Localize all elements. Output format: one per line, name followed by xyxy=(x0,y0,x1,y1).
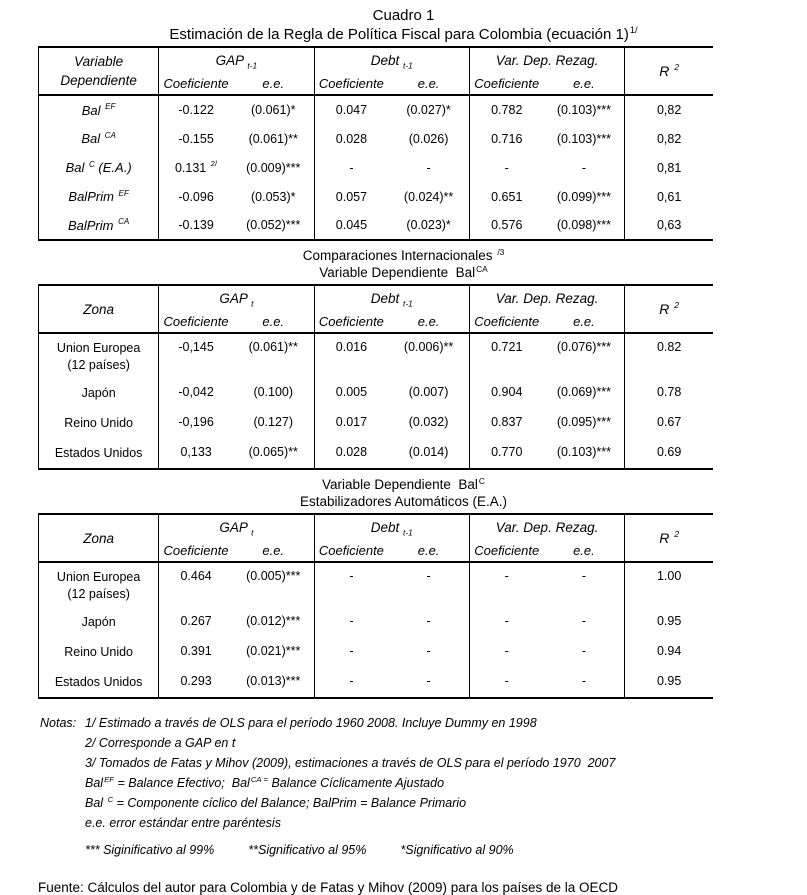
se-cell: (0.095)*** xyxy=(544,409,625,439)
row-label: Union Europea (12 países) xyxy=(39,333,159,379)
r2-cell: 0,82 xyxy=(656,131,682,146)
note-line: 1/ Estimado a través de OLS para el período 1960 2008. Incluye Dummy en 1998 xyxy=(85,716,537,730)
subheader-ee-2: e.e. xyxy=(544,539,625,562)
column-group-header-2: Var. Dep. Rezag. xyxy=(469,47,624,72)
significance-note xyxy=(85,840,807,860)
coefficient-cell: 0.770 xyxy=(491,445,523,459)
coefficient-cell: - xyxy=(504,569,509,583)
se-cell: (0.103)*** xyxy=(544,124,625,153)
row-label: Estados Unidos xyxy=(39,439,159,469)
subheader-ee-2: e.e. xyxy=(544,310,625,333)
r2-cell: 0,81 xyxy=(656,160,682,175)
coefficient-cell: 0.016 xyxy=(335,340,368,354)
row-label: Bal $^C$ (E.A.) xyxy=(39,153,159,182)
coefficient-cell: 0.464 xyxy=(180,569,212,583)
significance-item: *** Siginificativo al 99% xyxy=(85,843,215,857)
table-row xyxy=(39,124,714,153)
se-cell: (0.012)*** xyxy=(233,608,314,638)
r2-cell: 0.67 xyxy=(656,415,682,429)
se-cell: (0.013)*** xyxy=(233,668,314,698)
cuadro-main-title: Estimación de la Regla de Política Fiscal para Colombia (ecuación 1)$^{1/}$ xyxy=(169,25,638,43)
coefficient-cell: -0.122 xyxy=(178,103,214,117)
notes-label: Notas: xyxy=(40,716,77,730)
coefficient-cell: 0.028 xyxy=(335,445,368,459)
table-balca-container xyxy=(0,284,807,470)
se-cell: - xyxy=(388,153,469,182)
significance-item: **Significativo al 95% xyxy=(248,843,367,857)
r2-cell: 0,63 xyxy=(656,218,682,232)
column-header-label: Variable Dependiente xyxy=(39,47,159,95)
se-cell: (0.076)*** xyxy=(544,333,625,379)
section-ea-title: Estabilizadores Automáticos (E.A.) xyxy=(299,494,508,509)
r2-cell: 0.95 xyxy=(656,614,682,628)
coefficient-cell: 0.904 xyxy=(491,385,523,399)
table-row xyxy=(39,153,714,182)
se-cell: (0.069)*** xyxy=(544,379,625,409)
coefficient-cell: -0.096 xyxy=(178,189,214,204)
coefficient-cell: - xyxy=(349,614,354,628)
subheader-coeficiente-1: Coeficiente xyxy=(314,310,388,333)
se-cell: (0.065)** xyxy=(233,439,314,469)
se-cell: (0.098)*** xyxy=(544,211,625,240)
table-row xyxy=(39,562,714,608)
table-row xyxy=(39,182,714,211)
subheader-coeficiente-0: Coeficiente xyxy=(159,310,233,333)
coefficient-cell: 0.782 xyxy=(491,103,523,117)
subheader-coeficiente-2: Coeficiente xyxy=(469,72,543,95)
subheader-ee-0: e.e. xyxy=(233,310,314,333)
se-cell: (0.006)** xyxy=(388,333,469,379)
se-cell: (0.021)*** xyxy=(233,638,314,668)
coefficient-cell: 0,133 xyxy=(180,445,212,459)
se-cell: (0.099)*** xyxy=(544,182,625,211)
row-label: Reino Unido xyxy=(39,409,159,439)
coefficient-cell: 0.293 xyxy=(180,674,212,688)
row-label: Estados Unidos xyxy=(39,668,159,698)
coefficient-cell: 0.131 $^{2/}$ xyxy=(174,159,218,175)
coefficient-cell: - xyxy=(349,160,354,175)
se-cell: - xyxy=(544,562,625,608)
table-balc-container xyxy=(0,513,807,699)
r2-cell: 0,82 xyxy=(656,103,682,117)
se-cell: - xyxy=(544,638,625,668)
table-row xyxy=(39,333,714,379)
row-label: Japón xyxy=(39,379,159,409)
se-cell: (0.024)** xyxy=(388,182,469,211)
se-cell: - xyxy=(544,608,625,638)
se-cell: (0.103)*** xyxy=(544,95,625,124)
se-cell: (0.032) xyxy=(388,409,469,439)
note-line: e.e. error estándar entre paréntesis xyxy=(85,816,281,830)
table-row xyxy=(39,379,714,409)
se-cell: (0.023)* xyxy=(388,211,469,240)
coefficient-cell: -0,145 xyxy=(178,340,214,354)
se-cell: (0.027)* xyxy=(388,95,469,124)
se-cell: (0.100) xyxy=(233,379,314,409)
significance-item: *Significativo al 90% xyxy=(400,843,514,857)
coefficient-cell: 0.005 xyxy=(335,385,368,399)
column-header-r2: R $^2$ xyxy=(625,285,713,333)
se-cell: (0.052)*** xyxy=(233,211,314,240)
coefficient-cell: 0.028 xyxy=(335,131,368,146)
se-cell: (0.007) xyxy=(388,379,469,409)
r2-cell: 1.00 xyxy=(656,569,682,583)
table-row xyxy=(39,409,714,439)
r2-cell: 0.95 xyxy=(656,674,682,688)
coefficient-cell: 0.721 xyxy=(491,340,523,354)
coefficient-cell: - xyxy=(504,160,509,175)
section-ea-depvar: Variable Dependiente Bal$^C$ xyxy=(322,475,485,492)
row-label: BalPrim $^{CA}$ xyxy=(39,211,159,240)
coefficient-cell: -0,042 xyxy=(178,385,214,399)
table-row xyxy=(39,95,714,124)
row-label: BalPrim $^{EF}$ xyxy=(39,182,159,211)
subheader-ee-0: e.e. xyxy=(233,72,314,95)
se-cell: (0.026) xyxy=(388,124,469,153)
se-cell: (0.053)* xyxy=(233,182,314,211)
colombia-fiscal-rule-table xyxy=(38,46,713,241)
subheader-coeficiente-2: Coeficiente xyxy=(469,539,543,562)
coefficient-cell: -0.139 xyxy=(178,218,214,232)
source-line: Fuente: Cálculos del autor para Colombia y de Fatas y Mihov (2009) para los países de la OECD xyxy=(38,880,619,895)
coefficient-cell: - xyxy=(504,644,509,658)
coefficient-cell: 0.267 xyxy=(180,614,212,628)
column-group-header-0: GAP $_t$ xyxy=(159,285,314,310)
subheader-ee-1: e.e. xyxy=(388,310,469,333)
subheader-coeficiente-2: Coeficiente xyxy=(469,310,543,333)
note-line: Bal$^{EF}$ = Balance Efectivo; Bal$^{CA =}$ Balance Cíclicamente Ajustado xyxy=(85,774,445,790)
se-cell: - xyxy=(388,608,469,638)
subheader-coeficiente-1: Coeficiente xyxy=(314,72,388,95)
se-cell: (0.127) xyxy=(233,409,314,439)
note-line: 3/ Tomados de Fatas y Mihov (2009), estimaciones a través de OLS para el período 1970 2007 xyxy=(85,756,616,770)
column-group-header-0: GAP $_{t-1}$ xyxy=(159,47,314,72)
row-label: Union Europea (12 países) xyxy=(39,562,159,608)
coefficient-cell: 0.045 xyxy=(335,218,368,232)
coefficient-cell: - xyxy=(349,569,354,583)
coefficient-cell: 0.576 xyxy=(491,218,523,232)
coefficient-cell: - xyxy=(504,614,509,628)
table-colombia-container xyxy=(0,46,807,241)
se-cell: - xyxy=(544,668,625,698)
table-row xyxy=(39,211,714,240)
column-group-header-1: Debt $_{t-1}$ xyxy=(314,514,469,539)
subheader-coeficiente-1: Coeficiente xyxy=(314,539,388,562)
column-header-label: Zona xyxy=(39,514,159,562)
notes-block xyxy=(40,713,807,860)
se-cell: - xyxy=(388,638,469,668)
se-cell: (0.009)*** xyxy=(233,153,314,182)
note-line: 2/ Corresponde a GAP en t xyxy=(85,736,236,750)
subheader-ee-0: e.e. xyxy=(233,539,314,562)
row-label: Japón xyxy=(39,608,159,638)
r2-cell: 0.94 xyxy=(656,644,682,658)
international-comparison-balc-table xyxy=(38,513,713,699)
se-cell: (0.014) xyxy=(388,439,469,469)
section-comparaciones-title: Comparaciones Internacionales $^{/3}$ xyxy=(302,246,505,263)
subheader-ee-2: e.e. xyxy=(544,72,625,95)
se-cell: (0.103)*** xyxy=(544,439,625,469)
coefficient-cell: 0.391 xyxy=(180,644,212,658)
row-label: Bal $^{CA}$ xyxy=(39,124,159,153)
subheader-coeficiente-0: Coeficiente xyxy=(159,539,233,562)
se-cell: - xyxy=(544,153,625,182)
table-row xyxy=(39,608,714,638)
se-cell: (0.061)* xyxy=(233,95,314,124)
column-group-header-1: Debt $_{t-1}$ xyxy=(314,285,469,310)
coefficient-cell: 0.651 xyxy=(491,189,523,204)
coefficient-cell: 0.716 xyxy=(491,131,523,146)
r2-cell: 0.82 xyxy=(656,340,682,354)
column-group-header-0: GAP $_t$ xyxy=(159,514,314,539)
coefficient-cell: 0.017 xyxy=(335,415,368,429)
column-header-r2: R $^2$ xyxy=(625,47,713,95)
coefficient-cell: 0.057 xyxy=(335,189,368,204)
table-row xyxy=(39,638,714,668)
coefficient-cell: -0.155 xyxy=(178,131,214,146)
subheader-coeficiente-0: Coeficiente xyxy=(159,72,233,95)
coefficient-cell: - xyxy=(349,674,354,688)
table-row xyxy=(39,439,714,469)
subheader-ee-1: e.e. xyxy=(388,72,469,95)
row-label: Bal $^{EF}$ xyxy=(39,95,159,124)
table-row xyxy=(39,668,714,698)
subheader-ee-1: e.e. xyxy=(388,539,469,562)
coefficient-cell: - xyxy=(349,644,354,658)
coefficient-cell: 0.047 xyxy=(335,103,368,117)
notes-lines xyxy=(85,713,807,860)
coefficient-cell: - xyxy=(504,674,509,688)
row-label: Reino Unido xyxy=(39,638,159,668)
se-cell: - xyxy=(388,668,469,698)
section-comparaciones-depvar: Variable Dependiente Bal$^{CA}$ xyxy=(319,263,488,280)
column-header-label: Zona xyxy=(39,285,159,333)
column-group-header-1: Debt $_{t-1}$ xyxy=(314,47,469,72)
international-comparison-balca-table xyxy=(38,284,713,470)
column-group-header-2: Var. Dep. Rezag. xyxy=(469,514,624,539)
column-header-r2: R $^2$ xyxy=(625,514,713,562)
coefficient-cell: 0.837 xyxy=(491,415,523,429)
se-cell: (0.061)** xyxy=(233,333,314,379)
column-group-header-2: Var. Dep. Rezag. xyxy=(469,285,624,310)
cuadro-number-title: Cuadro 1 xyxy=(372,7,435,24)
r2-cell: 0,61 xyxy=(656,189,682,204)
se-cell: (0.005)*** xyxy=(233,562,314,608)
se-cell: (0.061)** xyxy=(233,124,314,153)
note-line: Bal $^C$ = Componente cíclico del Balance; BalPrim = Balance Primario xyxy=(85,794,467,810)
se-cell: - xyxy=(388,562,469,608)
r2-cell: 0.78 xyxy=(656,385,682,399)
r2-cell: 0.69 xyxy=(656,445,682,459)
coefficient-cell: -0,196 xyxy=(178,415,214,429)
